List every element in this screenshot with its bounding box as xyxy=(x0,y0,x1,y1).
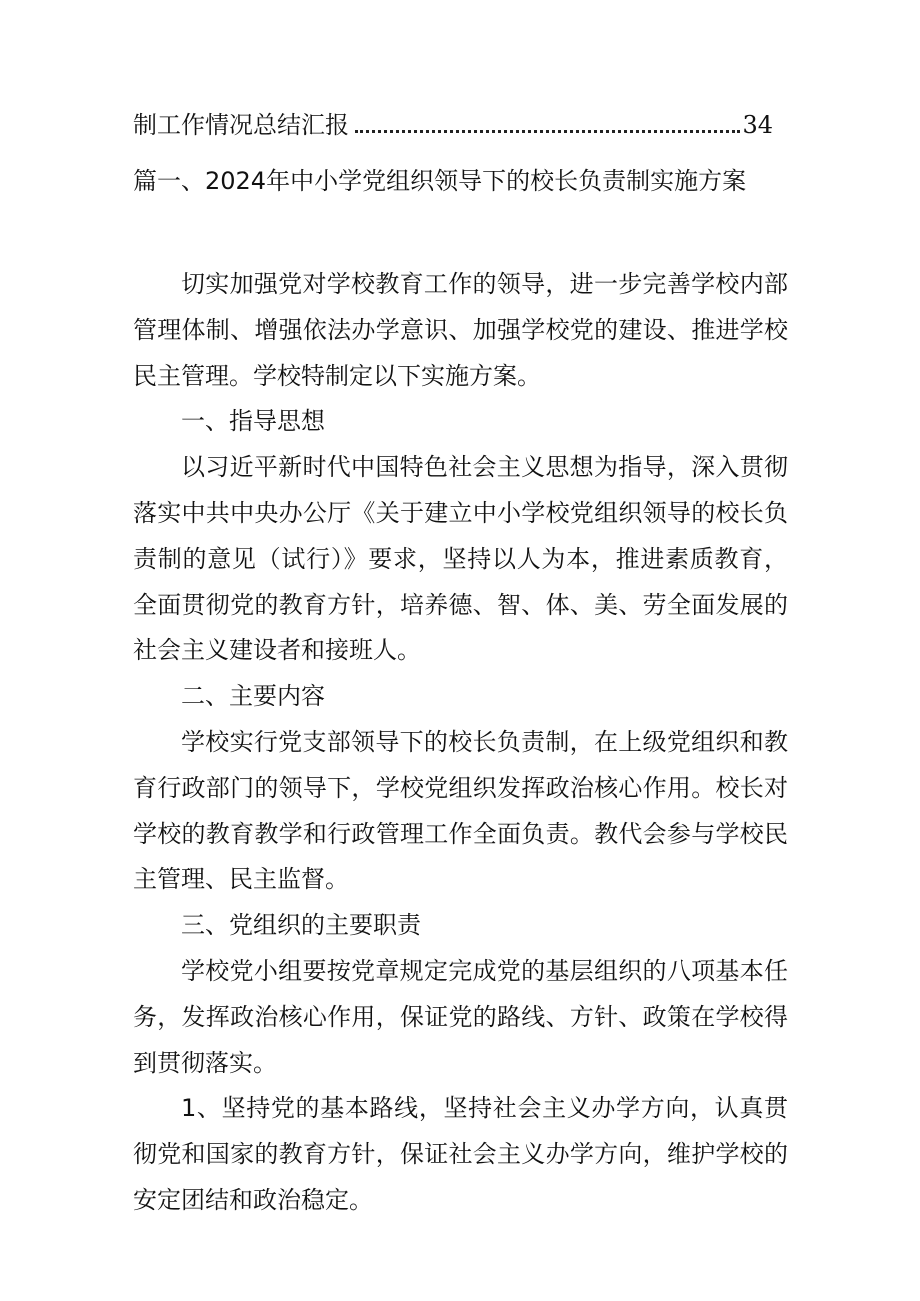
duty-item-1-paragraph: 1、坚持党的基本路线，坚持社会主义办学方向，认真贯彻党和国家的教育方针，保证社会主义办学方向，维护学校的安定团结和政治稳定。 xyxy=(133,1094,788,1214)
toc-dot-leader xyxy=(355,130,740,133)
article-body xyxy=(133,262,788,1224)
guiding-ideology-paragraph: 以习近平新时代中国特色社会主义思想为指导，深入贯彻落实中共中央办公厅《关于建立中小学校党组织领导的校长负责制的意见（试行）》要求，坚持以人为本，推进素质教育，全面贯彻党的教育方针，培养德、智、体、美、劳全面发展的社会主义建设者和接班人。 xyxy=(133,453,788,665)
section-heading-party-duties: 三、党组织的主要职责 xyxy=(181,911,421,940)
main-content-paragraph: 学校实行党支部领导下的校长负责制，在上级党组织和教育行政部门的领导下，学校党组织发挥政治核心作用。校长对学校的教育教学和行政管理工作全面负责。教代会参与学校民主管理、民主监督。 xyxy=(133,727,788,894)
toc-entry[interactable] xyxy=(133,108,773,142)
section-heading-main-content: 二、主要内容 xyxy=(181,682,325,711)
article-title: 篇一、2024年中小学党组织领导下的校长负责制实施方案 xyxy=(133,167,747,195)
toc-entry-text: 制工作情况总结汇报 xyxy=(133,111,349,139)
intro-paragraph: 切实加强党对学校教育工作的领导，进一步完善学校内部管理体制、增强依法办学意识、加强学校党的建设、推进学校民主管理。学校特制定以下实施方案。 xyxy=(133,270,788,390)
toc-page-number: 34 xyxy=(742,111,773,139)
section-heading-guiding-ideology: 一、指导思想 xyxy=(181,407,325,436)
party-duties-paragraph: 学校党小组要按党章规定完成党的基层组织的八项基本任务，发挥政治核心作用，保证党的路线、方针、政策在学校得到贯彻落实。 xyxy=(133,956,788,1077)
